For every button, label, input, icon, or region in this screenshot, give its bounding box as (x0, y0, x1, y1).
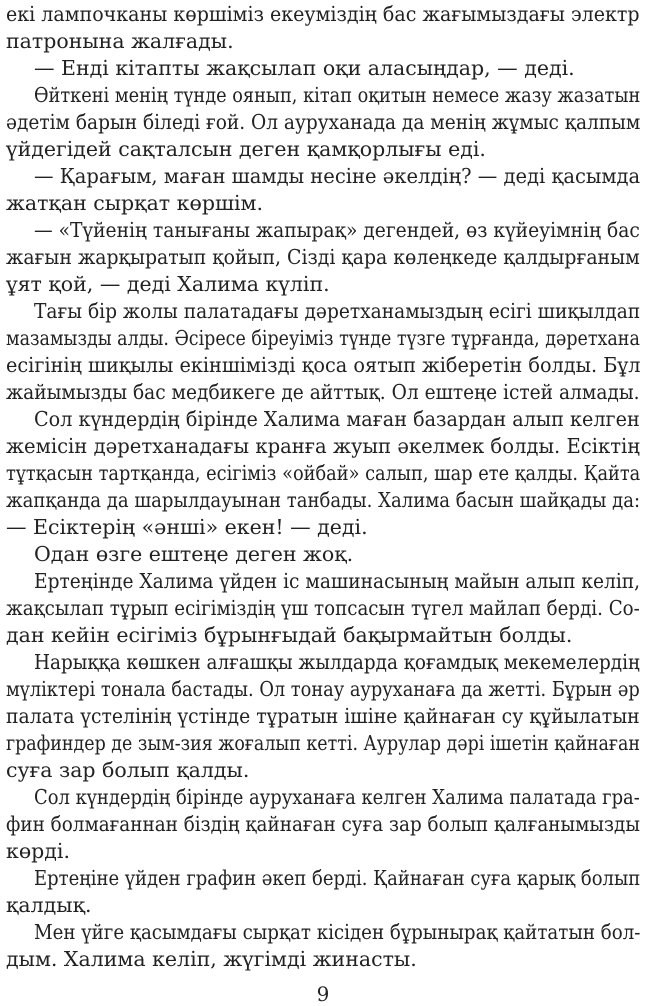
text-line: дым. Халима келіп, жүгімді жинасты. (6, 947, 417, 971)
text-line: мазамызды алды. Әсіресе біреуіміз түнде түзге тұрғанда, дәретхана (6, 326, 640, 350)
text-line: мүліктері тонала бастады. Ол тонау ауруханаға да жетті. Бұрын әр (6, 677, 640, 701)
page-number: 9 (316, 982, 330, 1006)
text-line: — «Түйенің танығаны жапырақ» дегендей, өз күйеуімнің бас (34, 218, 640, 242)
text-line: — Есіктерің «әнші» екен! — деді. (6, 515, 368, 539)
text-line: Сол күндердің бірінде Халима маған базардан алып келген (34, 407, 640, 431)
text-line: суға зар болып қалды. (6, 758, 250, 782)
text-line: дан кейін есігіміз бұрынғыдай бақырмайтын болды. (6, 623, 573, 647)
text-line: — Қарағым, маған шамды несіне әкелдің? — деді қасымда (34, 164, 641, 188)
text-line: жемісін дәретханадағы кранға жуып әкелмек болды. Есіктің (6, 434, 640, 458)
text-line: қалдық. (6, 893, 92, 917)
text-line: палата үстелінің үстінде тұратын ішіне қайнаған су құйылатын (6, 704, 640, 728)
text-line: жақсылап тұрып есігіміздің үш топсасын түгел майлап берді. Со- (6, 596, 640, 620)
text-line: Ертеңіне үйден графин әкеп берді. Қайнаған суға қарық болып (34, 866, 641, 890)
text-line: жайымызды бас медбикеге де айттық. Ол ештеңе істей алмады. (6, 380, 640, 404)
text-line: фин болмағаннан біздің қайнаған суға зар болып қалғанымызды (6, 812, 640, 836)
text-line: тұтқасын тартқанда, есігіміз «ойбай» салып, шар ете қалды. Қайта (6, 461, 641, 485)
text-line: Өйткені менің түнде оянып, кітап оқитын немесе жазу жазатын (34, 83, 641, 107)
text-line: графиндер де зым-зия жоғалып кетті. Аурулар дәрі ішетін қайнаған (6, 731, 640, 755)
text-line: жатқан сырқат көршім. (6, 191, 264, 215)
text-line: Одан өзге ештеңе деген жоқ. (34, 542, 354, 566)
text-line: Нарыққа көшкен алғашқы жылдарда қоғамдық мекемелердің (34, 650, 640, 674)
text-line: патронына жалғады. (6, 29, 234, 53)
text-line: әдетім барын біледі ғой. Ол ауруханада да менің жұмыс қалпым (6, 110, 641, 134)
text-line: жапқанда да шарылдауынан танбады. Халима басын шайқады да: (6, 488, 641, 512)
text-line: жағын жарқыратып қойып, Сізді қара көлеңкеде қалдырғаным (6, 245, 640, 269)
text-line: — Енді кітапты жақсылап оқи аласыңдар, — деді. (34, 56, 575, 80)
text-line: екі лампочканы көршіміз екеуміздің бас жағымыздағы электр (6, 2, 640, 26)
text-line: үйдегідей сақталсын деген қамқорлығы еді. (6, 137, 486, 161)
text-line: Мен үйге қасымдағы сырқат кісіден бұрынырақ қайтатын бол- (34, 920, 641, 944)
text-line: Ертеңінде Халима үйден іс машинасының майын алып келіп, (34, 569, 641, 593)
text-line: Тағы бір жолы палатадағы дәретханамыздың есігі шиқылдап (34, 299, 641, 323)
text-line: ұят қой, — деді Халима күліп. (6, 272, 330, 296)
text-line: көрді. (6, 839, 70, 863)
text-line: есігінің шиқылы екіншімізді қоса оятып жіберетін болды. Бұл (6, 353, 641, 377)
text-line: Сол күндердің бірінде ауруханаға келген Халима палатада гра- (34, 785, 640, 809)
